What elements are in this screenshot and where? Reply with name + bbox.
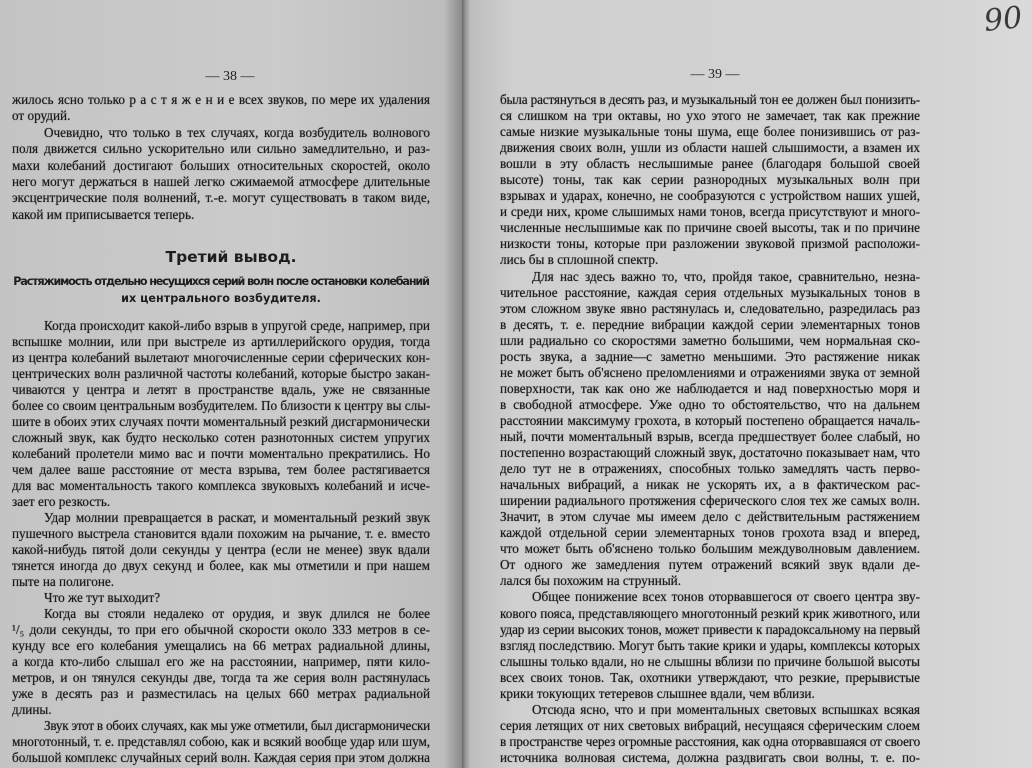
text-line: серия летящих от них световых вибраций, несущаяся сферическим слоем — [500, 717, 920, 733]
text-line: а когда кто-либо слышал его же на расстоянии, например, пяти кило- — [12, 654, 430, 669]
text-line: какой-нибудь пятой доли секунды у центра (если не менее) звук вдали — [12, 542, 430, 557]
right-page — [470, 0, 1032, 768]
text-line: слышны только вдали, но не слышны вблизи по причине большой высоты — [500, 653, 920, 669]
text-line: кунду все его колебания умещались на 66 метрах радиальной длины, — [12, 638, 430, 653]
body-text — [12, 318, 430, 766]
text-line: каждой отдельной серии элементарных тонов грохота взад и вперед, — [500, 525, 920, 541]
text-line: в свободной атмосфере. Уже одно то обстоятельство, что на дальнем — [500, 396, 920, 412]
text-line: дело тут не в отражениях, способных только замедлять часть перво- — [500, 461, 920, 477]
page-number: — 38 — — [205, 69, 255, 84]
text-line: крики токующих тетеревов слышнее вдали, чем вблизи. — [500, 685, 815, 701]
text-line: что может быть об'яснено только большим междуволновым давлением. — [500, 541, 920, 557]
text-line: шли радиально со скоростями заметно большими, чем нормальная ско- — [500, 332, 920, 348]
text-line: Когда вы стояли недалеко от орудия, и звук длился не более — [44, 606, 430, 621]
text-line: Значит, в этом случае мы имеем дело с действительным растяжением — [500, 509, 920, 525]
text-line: лался бы похожим на струнный. — [500, 573, 682, 589]
text-line: большой комплекс случайных серий волн. Каждая серия при этом должна — [12, 750, 430, 765]
text-line: пыте на полигоне. — [12, 574, 115, 589]
text-line: кового пояса, представляющего многотонный резкий крик животного, или — [500, 605, 920, 621]
text-line: для вас моментальность такого комплекса звуковыхъ колебаний и исче- — [12, 478, 430, 493]
text-line: численные неслышимые как по причине своей высоты, так и по причине — [500, 220, 920, 236]
text-line: Когда происходит какой-либо взрыв в упругой среде, например, при — [44, 318, 430, 333]
text-line: более со своим центральным возбудителем. По близости к центру вы слы- — [12, 398, 430, 413]
text-line: в пространстве через огромные расстояния, как одна оторвавшаяся от своего — [500, 733, 920, 749]
text-line: в десять, т. е. передние вибрации каждой серии элементарных тонов — [500, 316, 920, 332]
text-line: Для нас здесь важно то, что, пройдя такое, сравнительно, незна- — [532, 268, 920, 284]
text-line: длины. — [12, 702, 52, 717]
text-line: лись бы в сплошной спектр. — [500, 252, 659, 268]
text-line: махи колебаний достигают больших относительных скоростей, около — [12, 157, 430, 173]
text-line: самые низкие музыкальные тоны шума, еще более понизившись от раз- — [500, 124, 920, 140]
text-line: уже в десять раз и разместилась на целых 660 метрах радиальной — [12, 686, 430, 701]
text-line: тянется иногда до двух секунд и более, как мы отметили и при нашем — [12, 558, 430, 573]
text-line: сложный звук, как будто несколько сотен разнотонных систем упругих — [12, 430, 430, 445]
text-line: многотонный, т. е. представлял собою, как и всякий вообще удар или шум, — [12, 734, 430, 749]
body-text — [500, 92, 920, 766]
text-line: взрывах и ударах, конечно, не сообразуются с устройством наших ушей, — [500, 188, 920, 204]
text-line: и среди них, кроме слышимых нами тонов, всегда присутствуют и много- — [500, 204, 920, 220]
text-line: Отсюда ясно, что и при моментальных световых вспышках всякая — [532, 701, 920, 717]
text-line: ширении радиального протяжения сферического слоя тех же самых волн. — [500, 493, 920, 509]
text-line: источника волновая система, должна раздвигать свои волны, т. е. по- — [500, 749, 920, 765]
text-line: удар из серии высоких тонов, может привести к парадоксальному на первый — [500, 621, 920, 637]
section-subtitle-line: Растяжимость отдельно несущихся серий волн после остановки колебаний — [13, 275, 429, 288]
text-line: вспышке молнии, или при выстреле из артиллерийского орудия, тогда — [12, 334, 430, 349]
intro-text — [12, 92, 430, 223]
text-line: Общее понижение всех тонов оторвавшегося от своего центра зву- — [532, 589, 920, 605]
handwritten-folio-number: 90 — [982, 0, 1024, 39]
text-line: чем далее ваше расстояние от места взрыва, тем более растягивается — [12, 462, 430, 477]
text-line: движения своих волн, ушли из области нашей слышимости, а взамен их — [500, 140, 920, 156]
text-line: чиваются у центра и летят в пространстве вдаль, уже не связанные — [12, 382, 430, 397]
text-line: него могут держаться в нашей легко сжимаемой атмосфере длительные — [12, 173, 430, 189]
text-line: поля движется сильно ускорительно или сильно замедлительно, и раз- — [12, 141, 430, 157]
text-line: из центра колебаний вылетают многочисленные серии сферических кон- — [12, 350, 430, 365]
text-line: Звук этот в обоих случаях, как мы уже отметили, был дисгармонически — [44, 718, 430, 733]
text-line: низкости тоны, которые при разложении звуковой призмой расположи- — [500, 236, 920, 252]
text-line: вошли в эту область неслышимые ранее (благодаря большой своей — [500, 156, 920, 172]
text-line: начальных вибраций, а никак не ускорять их, а в фактическом рас- — [500, 477, 920, 493]
text-line: всех своих тонов. Так, охотники утверждают, что резкие, прерывистые — [500, 669, 920, 685]
text-line: ¹/₅ доли секунды, то при его обычной скорости около 333 метров в се- — [12, 622, 430, 637]
text-line: этом сложном звуке явно растянулась и, следовательно, разредилась раз — [500, 300, 920, 316]
text-line: была растянуться в десять раз, и музыкальный тон ее должен был понизить- — [500, 92, 920, 107]
book-gutter — [462, 0, 470, 768]
text-line: пушечного выстрела становится вдали похожим на рычание, т. е. вместо — [12, 526, 430, 541]
left-page — [0, 0, 462, 768]
text-line: Очевидно, что только в тех случаях, когда возбудитель волнового — [44, 124, 430, 140]
text-line: эксцентрические поля волнений, т.-е. могут существовать в таком виде, — [12, 190, 430, 206]
text-line: зает его резкость. — [12, 494, 111, 509]
page-number: — 39 — — [690, 67, 740, 82]
text-line: поверхности, так как оно же наблюдается и над поверхностью моря и — [500, 380, 920, 396]
text-line: рость звука, а задние—с заметно меньшими. Это растяжение никак — [500, 348, 920, 364]
text-line: Что же тут выходит? — [44, 590, 161, 605]
text-line: шите в обоих этих случаях почти моментальный резкий дисгармонически — [12, 414, 430, 429]
section-subtitle-line: их центрального возбудителя. — [121, 292, 321, 305]
text-line: Удар молнии превращается в раскат, и моментальный резкий звук — [44, 510, 430, 525]
text-line: жилось ясно только р а с т я ж е н и е всех звуков, по мере их удаления — [12, 92, 430, 107]
text-line: от орудий. — [12, 108, 71, 124]
text-line: взгляд последствию. Могут быть такие крики и удары, комплексы которых — [500, 637, 920, 653]
text-line: ный, почти моментальный взрыв, всегда предшествует более слабый, но — [500, 428, 920, 444]
text-line: расстоянии максимуму грохота, в который постепено обращается началь- — [500, 412, 920, 428]
text-line: какой им приписывается теперь. — [12, 206, 195, 222]
text-line: чительное расстояние, каждая серия отдельных музыкальных тонов в — [500, 284, 920, 300]
text-line: колебаний пролетели мимо вас и почти моментально прекратились. Но — [12, 446, 430, 461]
text-line: центрических волн различной частоты колебаний, которые быстро закан- — [12, 366, 430, 381]
text-line: От одного же замедления путем отражений всякий звук вдали де- — [500, 557, 920, 573]
text-line: метров, и он тянулся секунды две, тогда та же серия волн растянулась — [12, 670, 430, 685]
text-line: ся слишком на три октавы, но ухо этого не замечает, так как прежние — [500, 108, 920, 124]
section-heading: Третий вывод. — [165, 248, 297, 266]
text-line: высоте) тоны, так как серии разнородных музыкальных волн при — [500, 172, 920, 188]
text-line: не может быть об'яснено преломлениями и отражениями звука от земной — [500, 364, 920, 380]
text-line: постепенно возрастающий сложный звук, достаточно показывает нам, что — [500, 445, 920, 461]
